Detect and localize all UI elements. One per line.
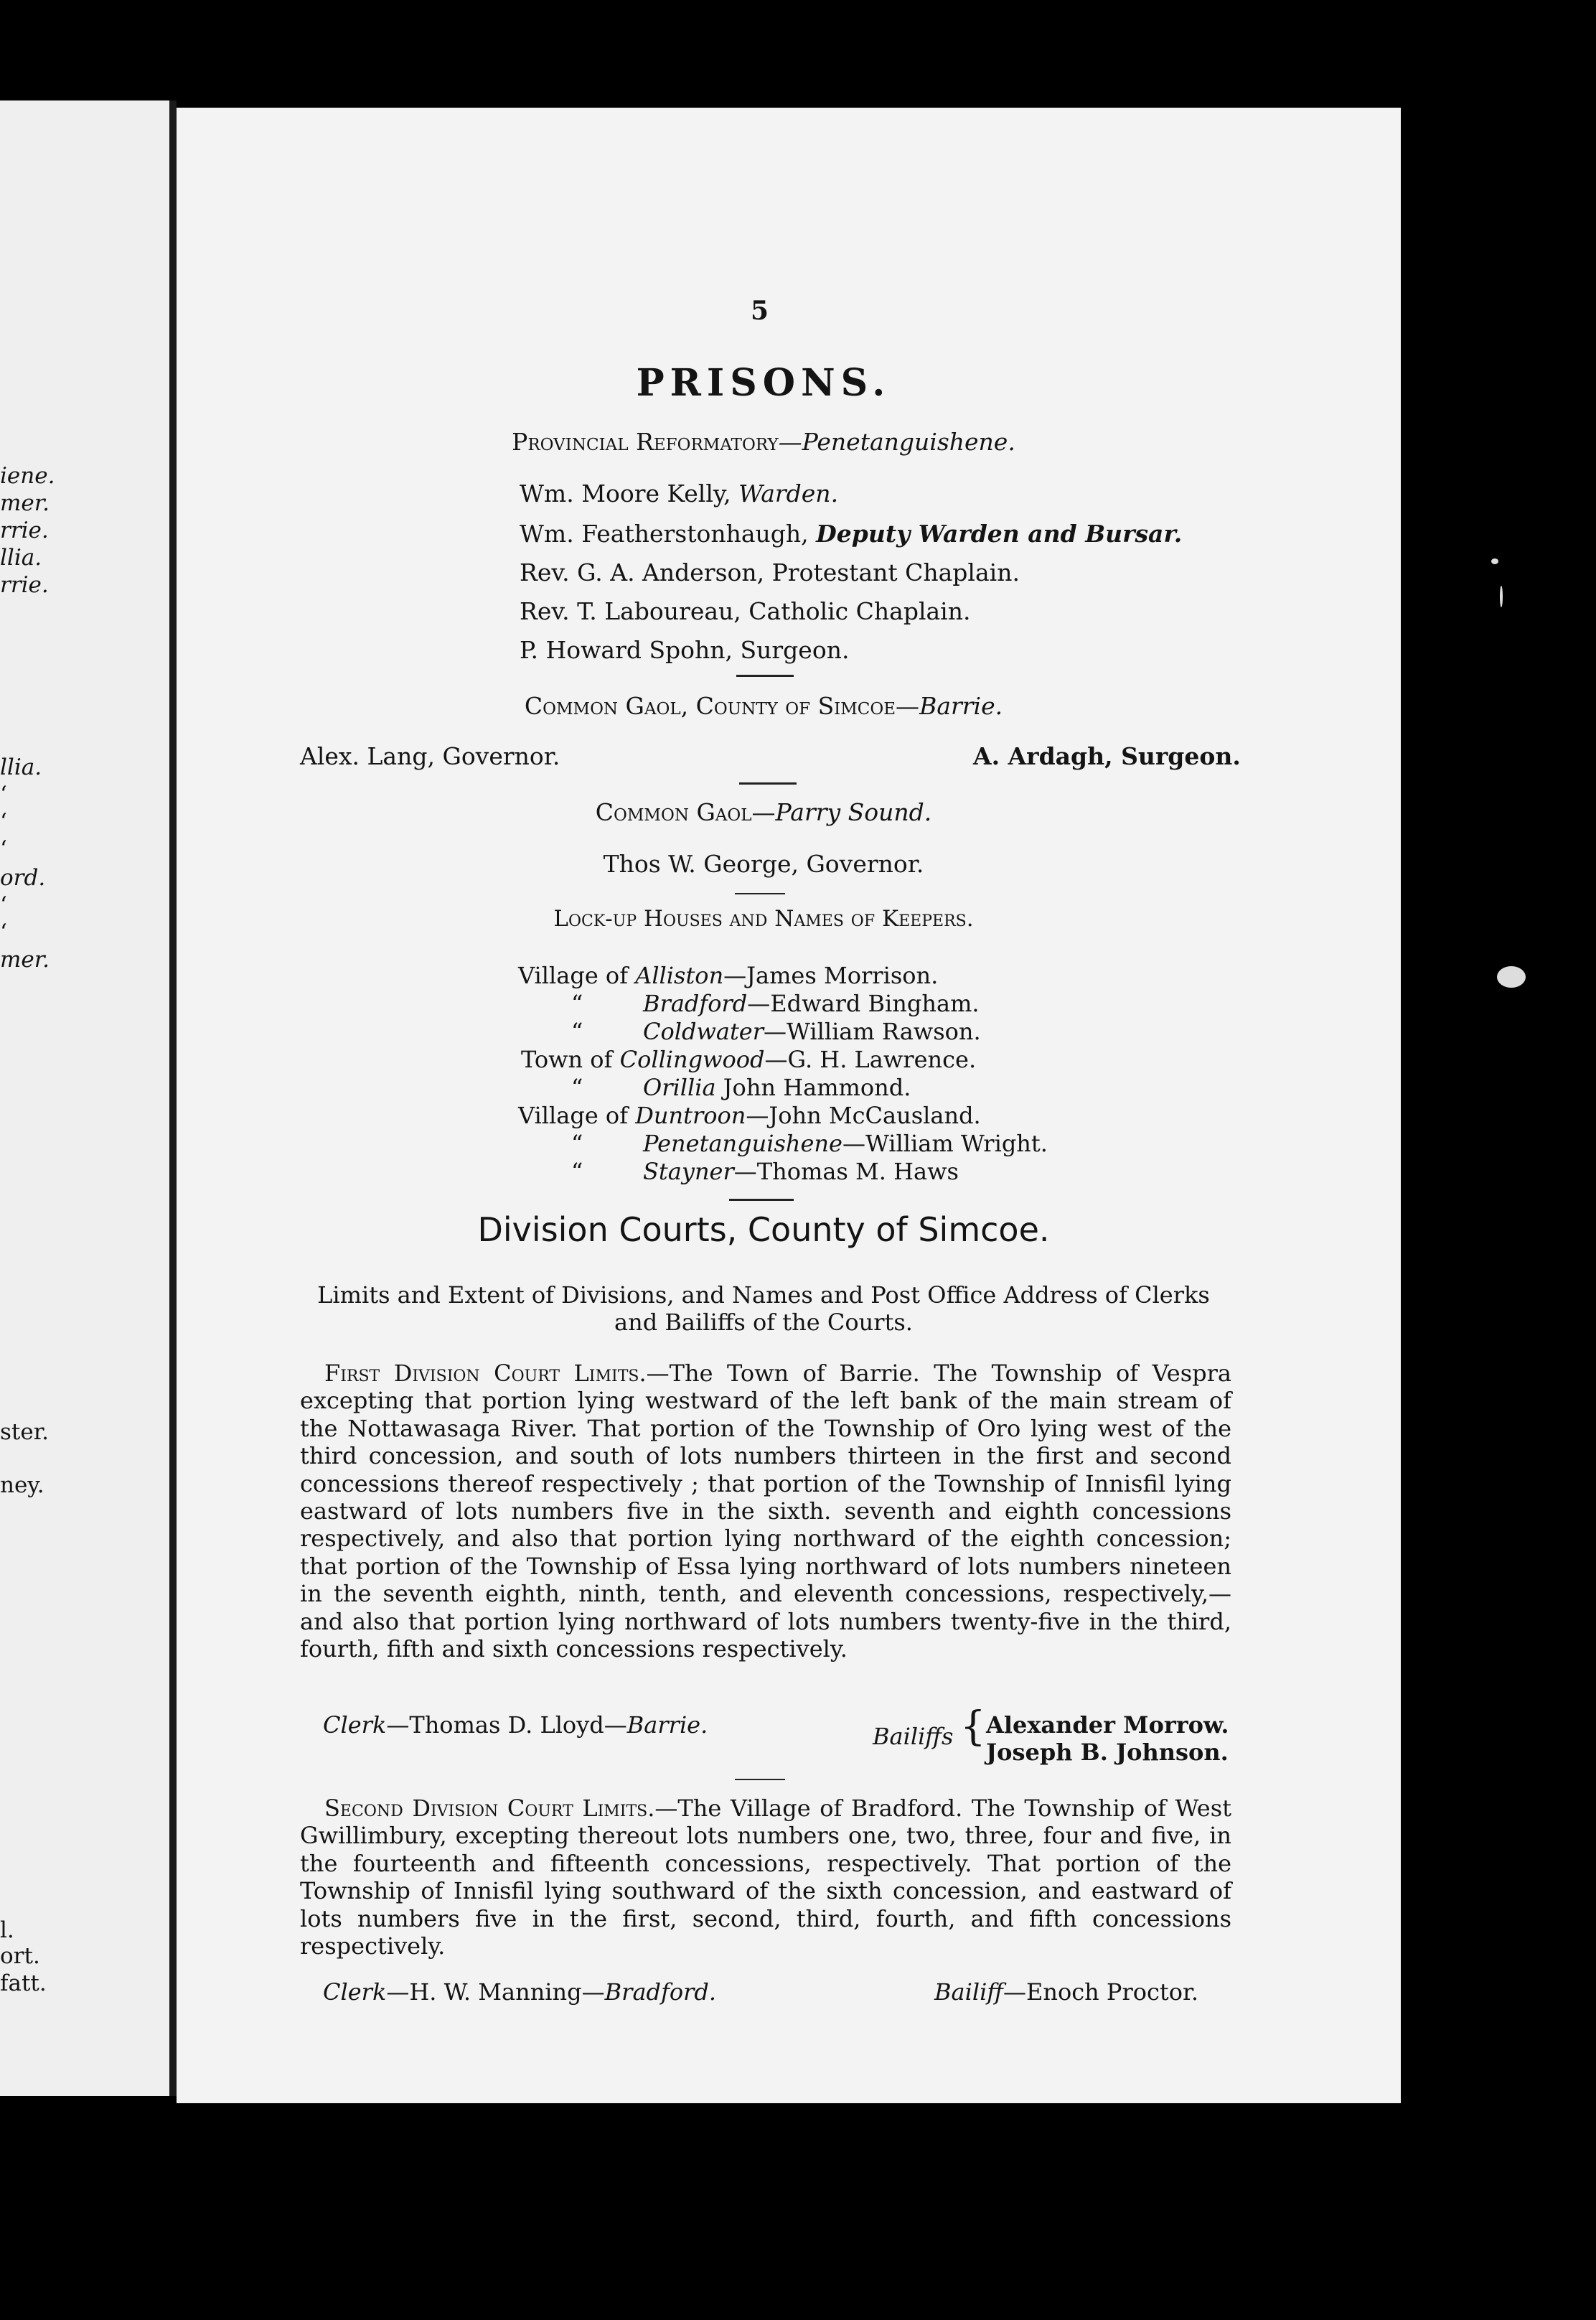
lockup-entry-ditto: “ (571, 1158, 583, 1185)
left-fragment: ‘ (0, 836, 7, 862)
parry-gaol-heading: Common Gaol—Parry Sound. (595, 798, 932, 826)
parry-gaol-governor: Thos W. George, Governor. (603, 850, 924, 878)
second-division-heading: Second Division Court Limits. (324, 1795, 655, 1822)
division-courts-title: Division Courts, County of Simcoe. (477, 1210, 1050, 1249)
left-fragment: ney. (0, 1472, 44, 1498)
first-division-heading: First Division Court Limits. (324, 1360, 647, 1387)
page-number: 5 (751, 296, 769, 326)
section-rule (735, 893, 785, 894)
left-fragment: ord. (0, 865, 46, 891)
brace: { (960, 1703, 986, 1750)
left-fragment: ster. (0, 1419, 49, 1445)
lockup-entry: Penetanguishene—William Wright. (643, 1130, 1048, 1157)
second-division-limits (300, 1795, 1231, 1960)
lockup-entry: Village of Alliston—James Morrison. (518, 962, 939, 989)
lockup-entry: Stayner—Thomas M. Haws (643, 1158, 959, 1185)
second-division-bailiff: Bailiff—Enoch Proctor. (934, 1978, 1198, 2006)
simcoe-gaol-surgeon: A. Ardagh, Surgeon. (973, 742, 1241, 770)
first-division-limits (300, 1360, 1231, 1662)
reformatory-staff-line: Wm. Featherstonhaugh, Deputy Warden and Bursar. (520, 520, 1183, 548)
scan-speck (1491, 558, 1498, 564)
reformatory-heading: Provincial Reformatory—Penetanguishene. (512, 428, 1015, 456)
left-fragment: ‘ (0, 920, 7, 945)
left-fragment: mer. (0, 947, 50, 973)
left-fragment: ‘ (0, 809, 7, 835)
scan-speck (1497, 966, 1526, 988)
left-fragment: ‘ (0, 892, 7, 918)
left-fragment: mer. (0, 490, 50, 516)
left-fragment: iene. (0, 463, 55, 489)
reformatory-staff-line: P. Howard Spohn, Surgeon. (520, 636, 850, 664)
left-fragment: l. (0, 1917, 14, 1943)
lockup-entry: Coldwater—William Rawson. (643, 1018, 981, 1045)
left-fragment: rrie. (0, 518, 49, 543)
left-fragment: ort. (0, 1943, 40, 1969)
lockup-entry-ditto: “ (571, 1018, 583, 1045)
reformatory-staff-line: Rev. G. A. Anderson, Protestant Chaplain. (520, 558, 1020, 586)
book-spine (169, 100, 177, 2096)
first-division-text: —The Town of Barrie. The Township of Vespra excepting that portion lying westward of the left bank of the main stream of the Nottawasaga River. That portion of the Township of Oro lying west of the third concession, and south of lots numbers thirteen in the first and second concessions thereof respectively ; that portion of the Township of Innisfil lying eastward of lots numbers five in the sixth. seventh and eighth concessions respectively, and also that portion lying northward of the eighth concession; that portion of the Township of Essa lying northward of lots numbers nineteen in the seventh eighth, ninth, tenth, and eleventh concessions, respectively,—and also that portion lying northward of lots numbers twenty-five in the third, fourth, fifth and sixth concessions respectively. (300, 1360, 1231, 1662)
left-fragment: rrie. (0, 572, 49, 598)
simcoe-gaol-governor: Alex. Lang, Governor. (300, 742, 560, 770)
left-fragment: llia. (0, 754, 42, 780)
section-rule (739, 782, 797, 785)
lockup-entry: Orillia John Hammond. (643, 1074, 911, 1101)
simcoe-gaol-heading: Common Gaol, County of Simcoe—Barrie. (524, 692, 1003, 720)
first-division-bailiffs-label: Bailiffs (873, 1723, 954, 1750)
section-rule (736, 675, 794, 677)
lockup-entry-ditto: “ (571, 1130, 583, 1157)
section-rule (729, 1199, 794, 1201)
second-division-text: —The Village of Bradford. The Township of West Gwillimbury, excepting thereout lots numbers one, two, three, four and five, in the fourteenth and fifteenth concessions, respectively. That portion of the Township of Innisfil lying southward of the sixth concession, and eastward of lots numbers five in the first, second, third, fourth, and fifth concessions respectively. (300, 1795, 1231, 1960)
reformatory-staff-line: Wm. Moore Kelly, Warden. (520, 480, 839, 508)
lockup-entry: Town of Collingwood—G. H. Lawrence. (521, 1046, 977, 1073)
first-division-bailiff: Joseph B. Johnson. (986, 1739, 1229, 1766)
lockup-entry-ditto: “ (571, 1074, 583, 1101)
left-page-fragment (0, 100, 169, 2096)
scan-speck (1500, 586, 1503, 607)
division-courts-subtitle: Limits and Extent of Divisions, and Names and Post Office Address of Clerks and Bailiffs of the Courts. (317, 1281, 1210, 1336)
left-fragment: fatt. (0, 1970, 47, 1996)
lockups-heading: Lock-up Houses and Names of Keepers. (553, 906, 974, 932)
lockup-entry-ditto: “ (571, 990, 583, 1017)
section-rule (735, 1779, 785, 1780)
lockup-entry: Village of Duntroon—John McCausland. (518, 1102, 981, 1129)
first-division-clerk: Clerk—Thomas D. Lloyd—Barrie. (323, 1711, 708, 1739)
lockup-entry: Bradford—Edward Bingham. (643, 990, 980, 1017)
second-division-clerk: Clerk—H. W. Manning—Bradford. (323, 1978, 717, 2006)
first-division-bailiff: Alexander Morrow. (986, 1711, 1229, 1739)
reformatory-staff-line: Rev. T. Laboureau, Catholic Chaplain. (520, 597, 971, 625)
left-fragment: ‘ (0, 782, 7, 808)
left-fragment: llia. (0, 545, 42, 571)
prisons-title: PRISONS. (636, 361, 891, 405)
